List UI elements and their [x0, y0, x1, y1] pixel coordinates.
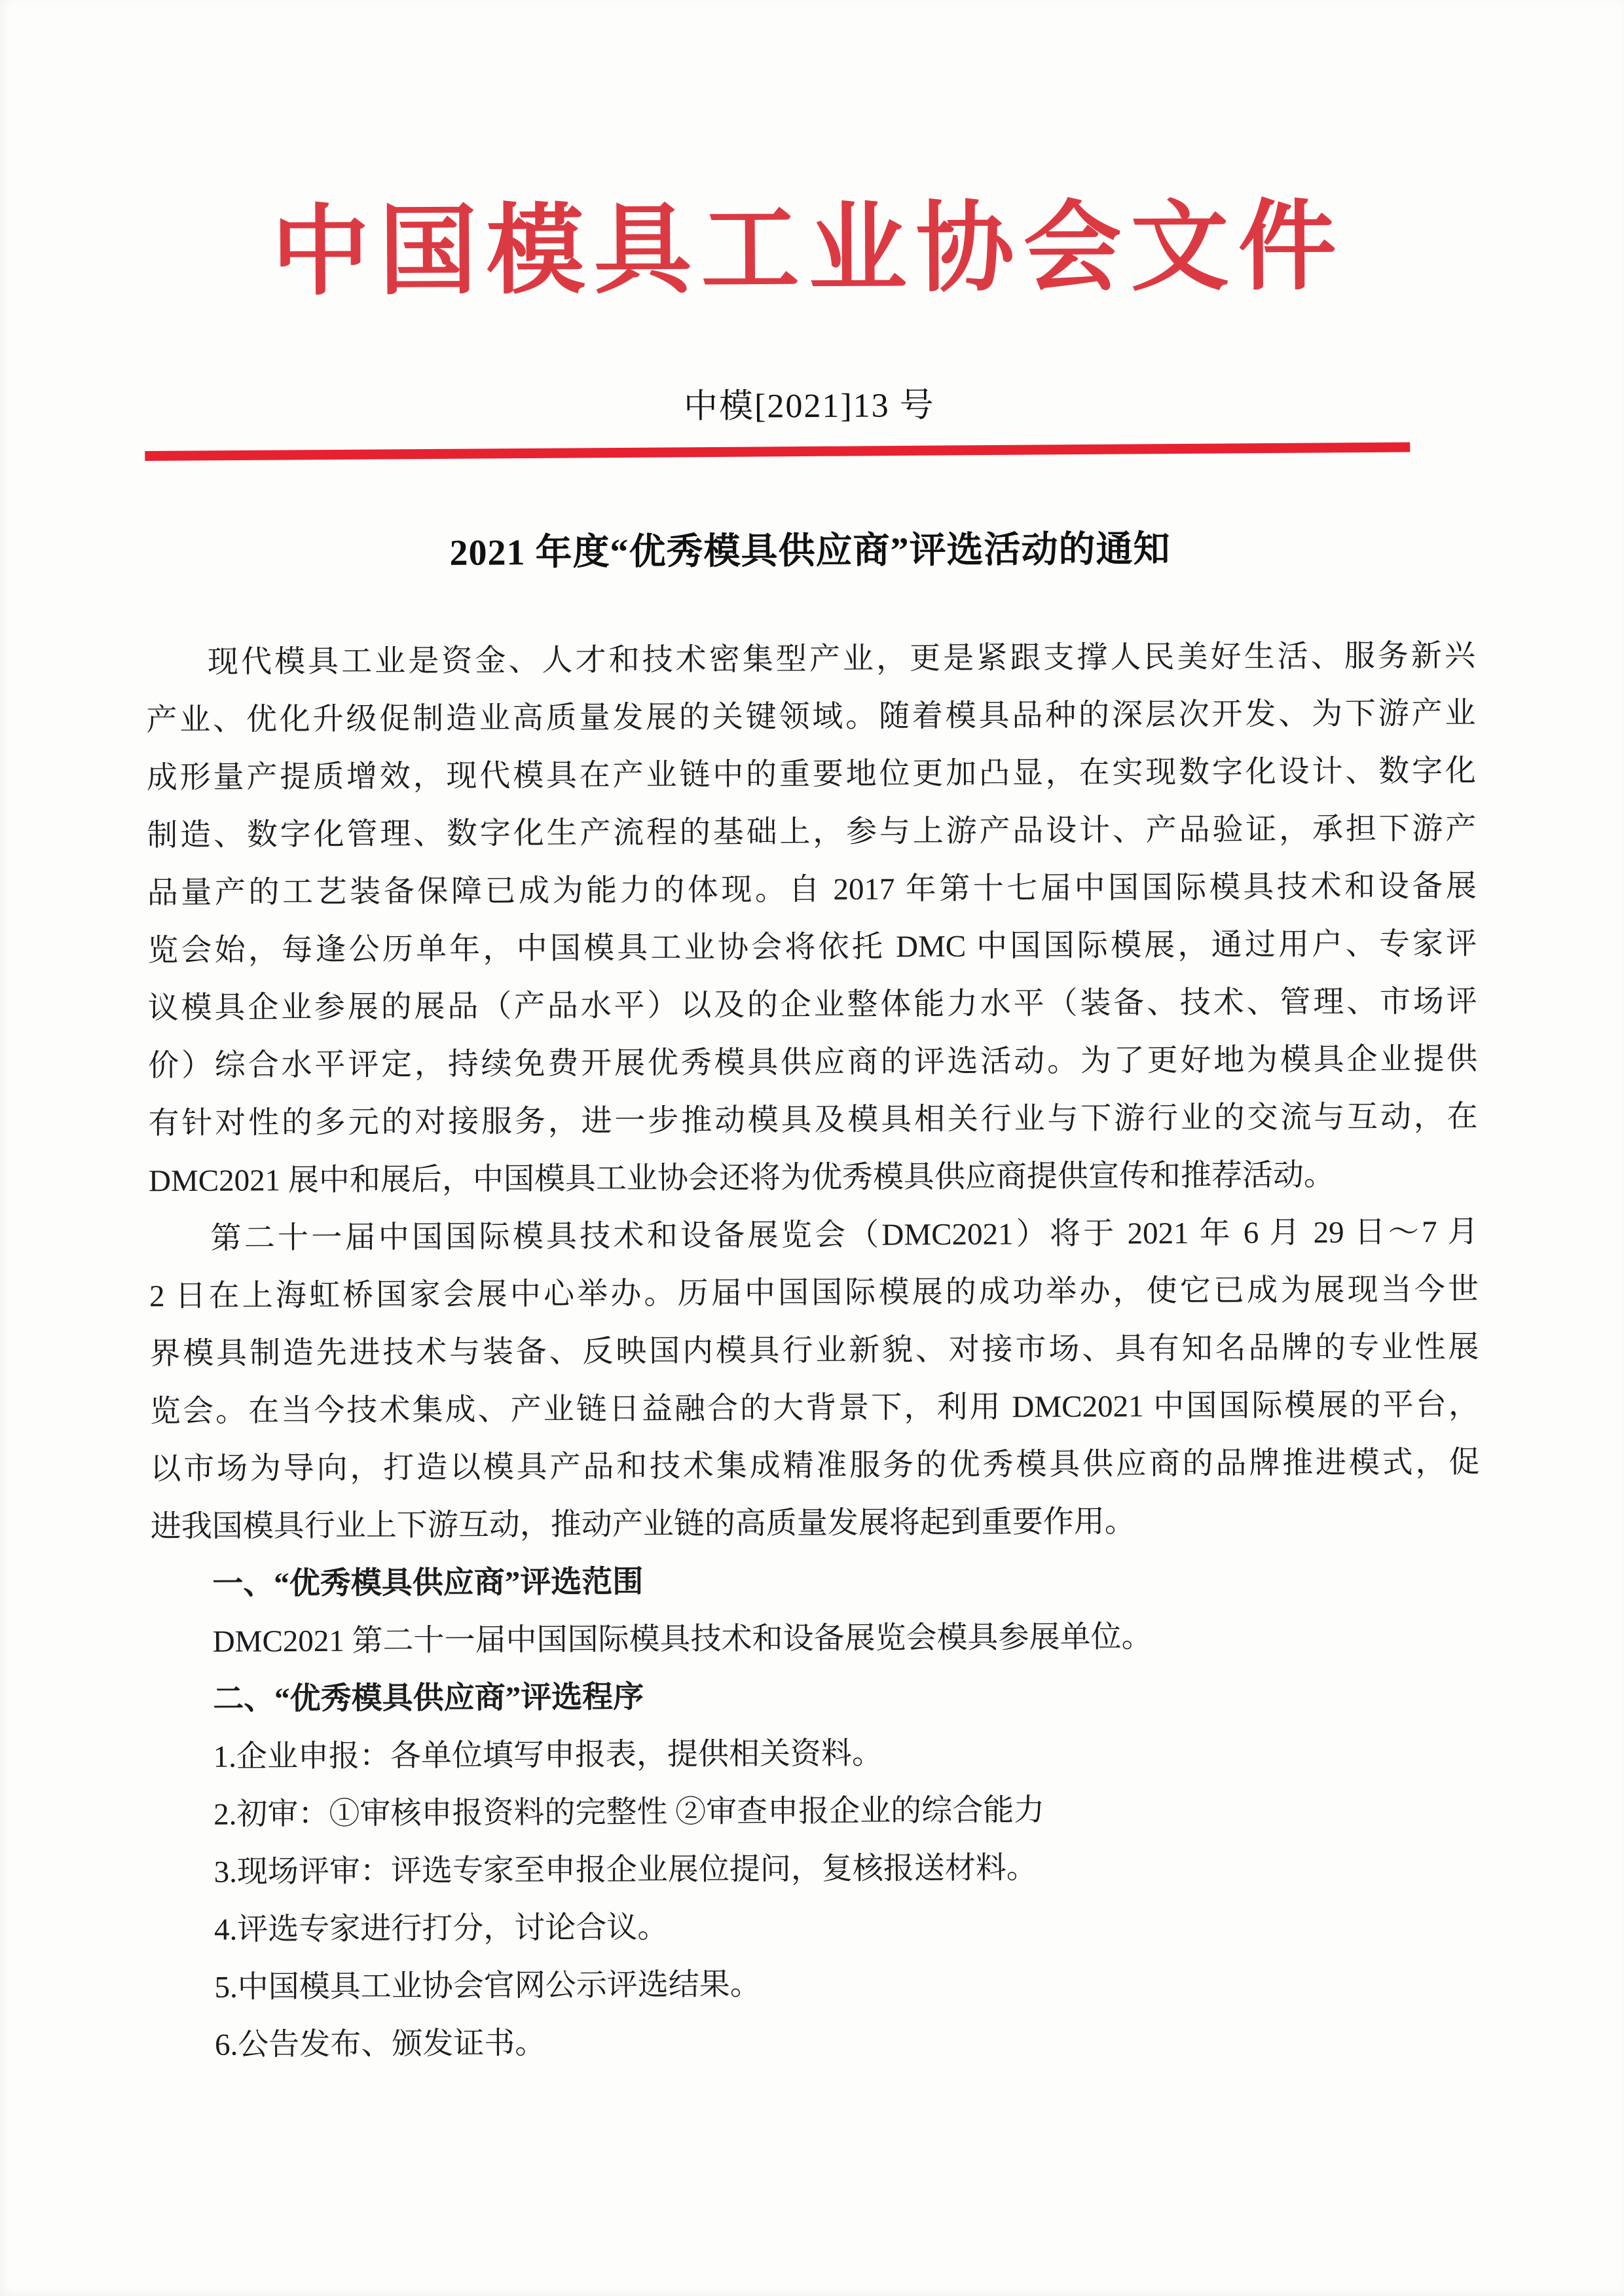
list-item: 1.企业申报：各单位填写申报表，提供相关资料。: [213, 1736, 883, 1774]
body-line: 成形量产提质增效，现代模具在产业链中的重要地位更加凸显，在实现数字化设计、数字化: [146, 754, 1476, 795]
body-line: 览会。在当今技术集成、产业链日益融合的大背景下，利用 DMC2021 中国国际模展的平台，: [149, 1387, 1480, 1429]
org-letterhead-title: 中国模具工业协会文件: [271, 192, 1346, 308]
body-line: 产业、优化升级促制造业高质量发展的关键领域。随着模具品种的深层次开发、为下游产业: [146, 696, 1476, 737]
page-title: 2021 年度“优秀模具供应商”评选活动的通知: [449, 529, 1171, 574]
body-line: 2 日在上海虹桥国家会展中心举办。历届中国国际模展的成功举办，使它已成为展现当今世: [149, 1272, 1479, 1313]
body-line: 进我国模具行业上下游互动，推动产业链的高质量发展将起到重要作用。: [150, 1504, 1135, 1544]
document-body: [146, 627, 1483, 2074]
body-line: 第二十一届中国国际模具技术和设备展览会（DMC2021）将于 2021 年 6 月 29 日～7 月: [210, 1214, 1479, 1256]
body-line: DMC2021 展中和展后，中国模具工业协会还将为优秀模具供应商提供宣传和推荐活动。: [148, 1157, 1335, 1198]
body-line: 现代模具工业是资金、人才和技术密集型产业，更是紧跟支撑人民美好生活、服务新兴: [207, 638, 1476, 680]
list-item: 2.初审：①审核申报资料的完整性 ②审查申报企业的综合能力: [213, 1793, 1045, 1832]
letterhead-divider-rule: [145, 443, 1410, 461]
document-number: 中模[2021]13 号: [683, 387, 935, 426]
list-item: 4.评选专家进行打分，讨论合议。: [213, 1910, 669, 1947]
body-line: 以市场为导向，打造以模具产品和技术集成精准服务的优秀模具供应商的品牌推进模式，促: [150, 1445, 1480, 1486]
body-line: 品量产的工艺装备保障已成为能力的体现。自 2017 年第十七届中国国际模具技术和设备展: [147, 869, 1477, 910]
body-line: 有针对性的多元的对接服务，进一步推动模具及模具相关行业与下游行业的交流与互动，在: [148, 1099, 1478, 1140]
list-item: 3.现场评审：评选专家至申报企业展位提问，复核报送材料。: [213, 1850, 1037, 1889]
body-line: 价）综合水平评定，持续免费开展优秀模具供应商的评选活动。为了更好地为模具企业提供: [148, 1042, 1478, 1083]
body-line: DMC2021 第二十一届中国国际模具技术和设备展览会模具参展单位。: [212, 1619, 1153, 1659]
body-line: 制造、数字化管理、数字化生产流程的基础上，参与上游产品设计、产品验证，承担下游产: [147, 811, 1477, 852]
list-item: 6.公告发布、颁发证书。: [214, 2026, 546, 2062]
list-item: 5.中国模具工业协会官网公示评选结果。: [214, 1967, 761, 2005]
section-heading-scope: 一、“优秀模具供应商”评选范围: [212, 1564, 644, 1601]
section-heading-procedure: 二、“优秀模具供应商”评选程序: [213, 1679, 644, 1717]
body-line: 界模具制造先进技术与装备、反映国内模具行业新貌、对接市场、具有知名品牌的专业性展: [149, 1330, 1479, 1371]
body-line: 览会始，每逢公历单年，中国模具工业协会将依托 DMC 中国国际模展，通过用户、专家评: [147, 926, 1477, 968]
body-line: 议模具企业参展的展品（产品水平）以及的企业整体能力水平（装备、技术、管理、市场评: [147, 984, 1477, 1025]
